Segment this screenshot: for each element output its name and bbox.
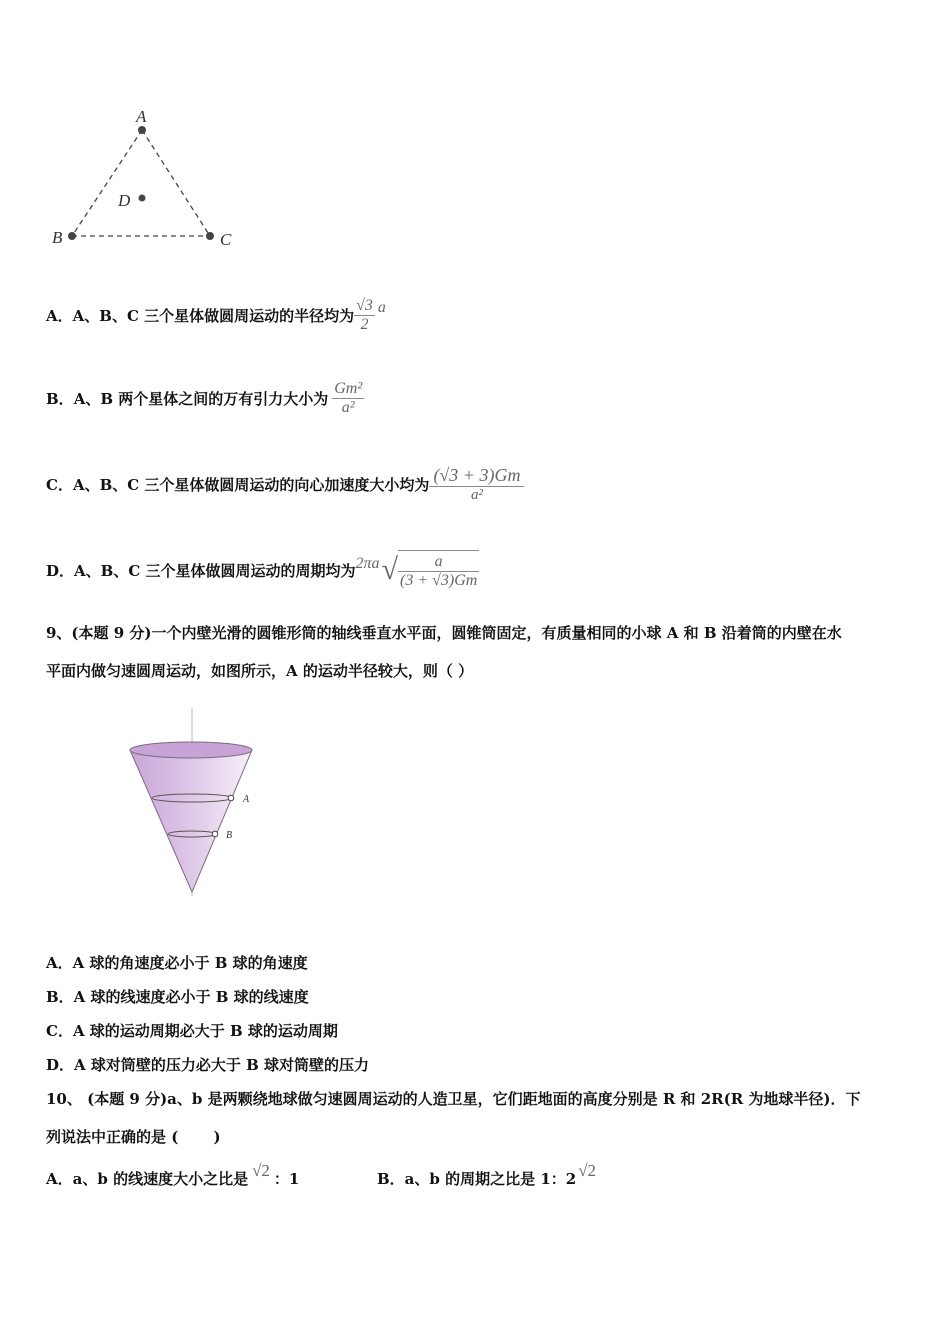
- math-sqrt2: √2: [252, 1161, 270, 1180]
- cone-body: [130, 750, 252, 892]
- math-fraction: $\frac{\text{Gm²}}{\text{a²}}$: [334, 379, 363, 416]
- point-d: [139, 195, 146, 202]
- q8-option-b: [46, 372, 364, 424]
- q10-option-b: [377, 1158, 596, 1198]
- q10-option-a: [46, 1158, 299, 1198]
- point-a: [138, 126, 146, 134]
- point-c: [206, 232, 214, 240]
- math-symbol: a: [377, 299, 386, 316]
- math-fraction: $\frac{(√3 + 3)Gm}{\text{a²}}$: [429, 465, 524, 504]
- q8-option-d: [46, 538, 479, 602]
- cone-label-a: A: [243, 794, 250, 805]
- cone-rim: [130, 742, 252, 758]
- sqrt-icon: √: [381, 553, 398, 586]
- cone-figure: [125, 706, 275, 901]
- q9-option-b: B．A 球的线速度必小于 B 球的线速度: [46, 988, 309, 1006]
- q10-stem-line1: 10、 (本题 9 分)a、b 是两颗绕地球做匀速圆周运动的人造卫星，它们距地面的高度分别是 R 和 2R(R 为地球半径)．下: [46, 1090, 861, 1108]
- q9-option-d: D．A 球对筒壁的压力必大于 B 球对筒壁的压力: [46, 1056, 369, 1074]
- label-a: A: [136, 107, 147, 126]
- option-tail: ：1: [273, 1169, 300, 1188]
- option-text: B．a、b 的周期之比是 1：2: [377, 1169, 577, 1188]
- option-text: A、B 两个星体之间的万有引力大小为: [73, 389, 329, 408]
- math-prefix: 2πa: [355, 555, 380, 572]
- triangle-figure: [40, 100, 260, 260]
- option-text: A、B、C 三个星体做圆周运动的周期均为: [74, 561, 356, 580]
- label-c: C: [220, 230, 232, 249]
- label-d: D: [118, 191, 131, 210]
- q8-option-c: [46, 454, 524, 514]
- option-letter: C．: [46, 475, 73, 494]
- option-text: A．a、b 的线速度大小之比是: [46, 1169, 249, 1188]
- option-letter: B．: [46, 389, 74, 408]
- q10-stem-line2: 列说法中正确的是 ( ): [46, 1128, 221, 1146]
- math-fraction: $\frac{√3}{2}$: [356, 296, 373, 333]
- math-fraction: $\frac{a}{(3 + √3)Gm}$: [398, 550, 479, 590]
- q8-option-a: [46, 290, 386, 340]
- edge-ab: [72, 130, 142, 236]
- label-b: B: [52, 228, 63, 247]
- edge-ac: [142, 130, 210, 236]
- q9-option-a: A．A 球的角速度必小于 B 球的角速度: [46, 954, 308, 972]
- math-sqrt2: √2: [578, 1161, 597, 1180]
- q9-stem-line1: 9、(本题 9 分)一个内壁光滑的圆锥形筒的轴线垂直水平面，圆锥筒固定，有质量相同的小球 A 和 B 沿着筒的内壁在水: [46, 624, 842, 642]
- cone-label-b: B: [226, 830, 233, 841]
- option-letter: D．: [46, 561, 75, 580]
- q9-option-c: C．A 球的运动周期必大于 B 球的运动周期: [46, 1022, 338, 1040]
- point-b: [68, 232, 76, 240]
- ball-a: [228, 795, 234, 801]
- option-text: A、B、C 三个星体做圆周运动的向心加速度大小均为: [72, 475, 430, 494]
- ball-b: [212, 831, 218, 837]
- option-text: A、B、C 三个星体做圆周运动的半径均为: [72, 306, 355, 325]
- option-letter: A．: [46, 306, 73, 325]
- q9-stem-line2: 平面内做匀速圆周运动，如图所示，A 的运动半径较大，则（ ）: [46, 662, 474, 680]
